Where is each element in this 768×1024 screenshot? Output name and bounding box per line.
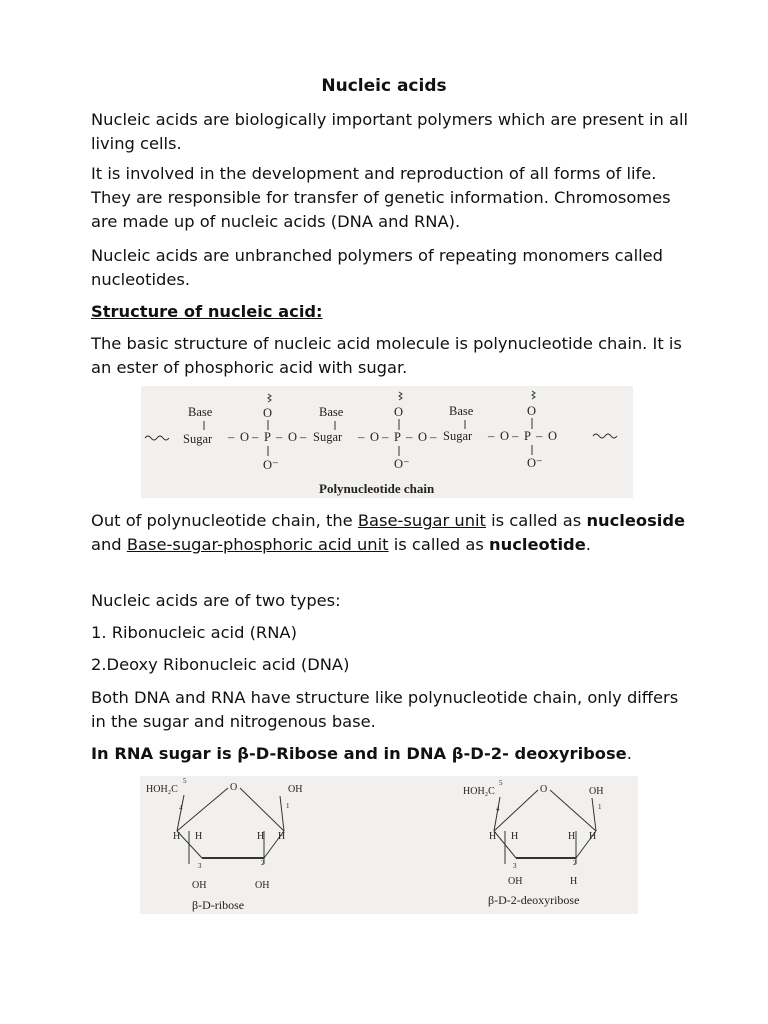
c3-group: OH bbox=[508, 876, 523, 887]
deoxyribose-structure bbox=[463, 779, 603, 907]
h-label: H bbox=[173, 831, 181, 842]
h-label: H bbox=[511, 831, 519, 842]
o-minus-label: O⁻ bbox=[263, 458, 279, 472]
nucleoside-term: nucleoside bbox=[586, 511, 686, 530]
structure-heading: Structure of nucleic acid: bbox=[91, 302, 323, 321]
o-label: O bbox=[500, 429, 510, 443]
text-span: Out of polynucleotide chain, the bbox=[91, 511, 358, 530]
structure-paragraph: The basic structure of nucleic acid molecule is polynucleotide chain. It is an ester of phosphoric acid with sugar. bbox=[91, 334, 682, 377]
o-label: O bbox=[288, 430, 298, 444]
dash: – bbox=[536, 429, 543, 443]
h-label: H bbox=[195, 831, 203, 842]
intro-paragraph: Nucleic acids are biologically important polymers which are present in all living cells. bbox=[91, 110, 689, 153]
base-label: Base bbox=[449, 404, 474, 418]
c5-group: HOH₂C bbox=[463, 786, 495, 797]
o-label: O bbox=[263, 406, 273, 420]
squiggle-bond bbox=[532, 391, 535, 399]
chain-start-wave bbox=[145, 436, 169, 440]
base-label: Base bbox=[188, 405, 213, 419]
dna-list-item: 2.Deoxy Ribonucleic acid (DNA) bbox=[91, 655, 350, 674]
c2-group: OH bbox=[255, 880, 270, 891]
c3-group: OH bbox=[192, 880, 207, 891]
carbon-number: 4 bbox=[496, 805, 500, 813]
rna-list-item: 1. Ribonucleic acid (RNA) bbox=[91, 623, 297, 642]
polymer-paragraph: Nucleic acids are unbranched polymers of repeating monomers called nucleotides. bbox=[91, 246, 663, 289]
c5-group: HOH₂C bbox=[146, 784, 178, 795]
carbon-number: 3 bbox=[198, 862, 202, 870]
dash: – bbox=[300, 430, 307, 444]
ribose-structure bbox=[146, 777, 302, 912]
sugar-difference-bold: In RNA sugar is β-D-Ribose and in DNA β-D-2- deoxyribose bbox=[91, 744, 627, 763]
h-label: H bbox=[278, 831, 286, 842]
carbon-number: 2 bbox=[261, 859, 265, 867]
o-label: O bbox=[240, 430, 250, 444]
dash: – bbox=[406, 430, 413, 444]
page-title: Nucleic acids bbox=[321, 76, 447, 96]
dash: – bbox=[252, 430, 259, 444]
dash: – bbox=[430, 430, 437, 444]
o-minus-label: O⁻ bbox=[394, 457, 410, 471]
h-label: H bbox=[489, 831, 497, 842]
text-span: is called as bbox=[388, 535, 490, 554]
dash: – bbox=[358, 430, 365, 444]
function-paragraph: It is involved in the development and reproduction of all forms of life. They are responsible for transfer of genetic information. Chromosomes are made up of nucleic acids (DNA and RNA). bbox=[91, 164, 671, 231]
c1-group: OH bbox=[288, 784, 303, 795]
base-sugar-phosphoric-term: Base-sugar-phosphoric acid unit bbox=[126, 535, 389, 554]
comparison-paragraph: Both DNA and RNA have structure like polynucleotide chain, only differs in the sugar and nitrogenous base. bbox=[91, 688, 679, 731]
c4-o-bond bbox=[177, 788, 228, 831]
c1-group: OH bbox=[589, 786, 604, 797]
sugar-label: Sugar bbox=[443, 429, 473, 443]
carbon-number: 2 bbox=[573, 859, 577, 867]
sugar-structures-figure bbox=[140, 776, 638, 914]
o-label: O bbox=[418, 430, 428, 444]
sugar-difference-paragraph bbox=[91, 742, 691, 766]
squiggle-bond bbox=[268, 394, 271, 402]
dash: – bbox=[228, 430, 235, 444]
carbon-number: 1 bbox=[598, 803, 602, 811]
carbon-number: 3 bbox=[513, 862, 517, 870]
o-c1-bond bbox=[240, 788, 284, 831]
ring-oxygen: O bbox=[230, 782, 238, 793]
carbon-number: 5 bbox=[183, 777, 187, 785]
c4-o-bond bbox=[494, 790, 538, 831]
carbon-number: 4 bbox=[179, 804, 183, 812]
squiggle-bond bbox=[399, 392, 402, 400]
text-span: . bbox=[626, 744, 632, 763]
types-paragraph: Nucleic acids are of two types: bbox=[91, 591, 341, 610]
sugar-label: Sugar bbox=[313, 430, 343, 444]
o-minus-label: O⁻ bbox=[527, 456, 543, 470]
sugar-label: Sugar bbox=[183, 432, 213, 446]
p-label: P bbox=[264, 430, 271, 444]
dash: – bbox=[488, 429, 495, 443]
o-label: O bbox=[394, 405, 404, 419]
c1-bond bbox=[592, 798, 596, 831]
ring-oxygen: O bbox=[540, 784, 548, 795]
ribose-caption: β-D-ribose bbox=[192, 898, 245, 912]
figure-caption: Polynucleotide chain bbox=[319, 481, 435, 496]
deoxyribose-caption: β-D-2-deoxyribose bbox=[488, 893, 580, 907]
p-label: P bbox=[524, 429, 531, 443]
dash: – bbox=[276, 430, 283, 444]
polynucleotide-chain-diagram bbox=[141, 386, 633, 498]
c2-group: H bbox=[570, 876, 578, 887]
chain-end-wave bbox=[593, 434, 617, 438]
h-label: H bbox=[589, 831, 597, 842]
base-sugar-term: Base-sugar unit bbox=[357, 511, 486, 530]
h-label: H bbox=[568, 831, 576, 842]
nucleoside-paragraph bbox=[91, 509, 691, 557]
c1-bond bbox=[280, 796, 284, 831]
nucleotide-term: nucleotide bbox=[489, 535, 586, 554]
text-span: is called as bbox=[485, 511, 587, 530]
carbon-number: 1 bbox=[286, 802, 290, 810]
sugar-structures-diagram bbox=[140, 776, 638, 914]
text-span: . bbox=[585, 535, 591, 554]
o-label: O bbox=[370, 430, 380, 444]
p-label: P bbox=[394, 430, 401, 444]
dash: – bbox=[512, 429, 519, 443]
o-label: O bbox=[548, 429, 558, 443]
dash: – bbox=[382, 430, 389, 444]
o-label: O bbox=[527, 404, 537, 418]
base-label: Base bbox=[319, 405, 344, 419]
polynucleotide-chain-figure bbox=[141, 386, 633, 498]
carbon-number: 5 bbox=[499, 779, 503, 787]
text-span: and bbox=[91, 535, 127, 554]
h-label: H bbox=[257, 831, 265, 842]
